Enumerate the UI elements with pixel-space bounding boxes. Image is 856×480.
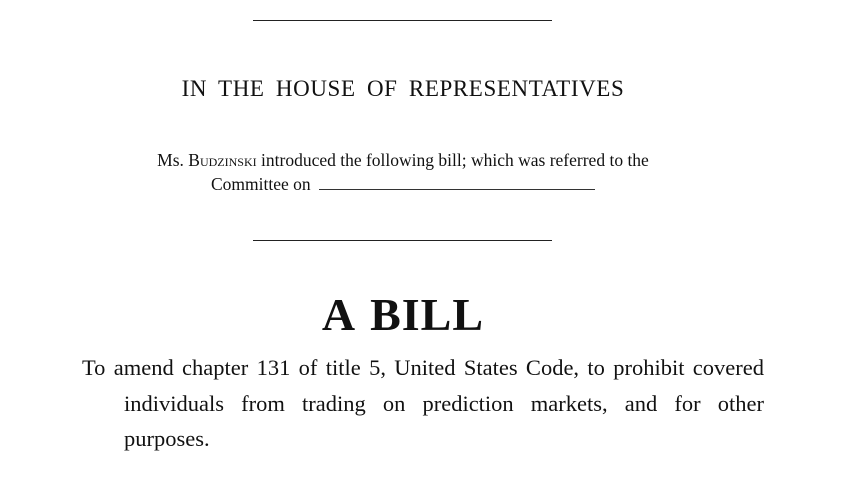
chamber-heading: IN THE HOUSE OF REPRESENTATIVES (181, 76, 625, 101)
committee-label: Committee on (210, 174, 311, 194)
introduction-statement (0, 148, 806, 196)
top-divider (253, 20, 552, 21)
bill-title: A BILL (321, 289, 485, 340)
committee-blank-line (319, 175, 595, 190)
sponsor-prefix: Ms. (157, 150, 184, 170)
introduction-text: introduced the following bill; which was referred to the (261, 150, 649, 170)
middle-divider (253, 240, 552, 241)
bill-purpose: To amend chapter 131 of title 5, United States Code, to prohibit covered individuals from trading on prediction markets, and for other purposes. (82, 355, 764, 451)
sponsor-name: Budzinski (188, 150, 257, 170)
